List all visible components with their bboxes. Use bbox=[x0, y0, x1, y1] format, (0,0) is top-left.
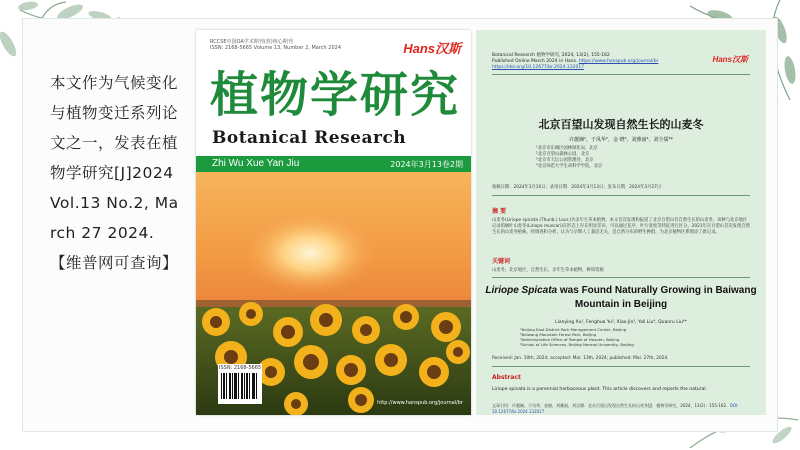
affiliation: ²北京百望山森林公园，北京 bbox=[536, 152, 590, 157]
citation-text: 文章引用：许靓娴，于凤华，金晓，刘雅丽，刘全儒．北京百望山发现自然生长的山麦冬[J]．植物学研究，2024，13(2)：155-162． bbox=[492, 403, 730, 408]
cover-pinyin: Zhi Wu Xue Yan Jiu bbox=[212, 158, 300, 169]
abstract-en: Liriope spicata is a perennial herbaceous plant. This article discovers and reports the natural bbox=[492, 387, 706, 392]
cover-issn-line: ISSN: 2168-5665 Volume 13, Number 2, March 2024 bbox=[210, 45, 341, 51]
journal-cover bbox=[196, 30, 471, 415]
title-en-rest: was Found Naturally Growing in Baiwang Mountain in Beijing bbox=[557, 285, 757, 310]
header-rule bbox=[492, 74, 750, 75]
hans-logo: Hans汉斯 bbox=[403, 41, 461, 56]
abstract-heading-en: Abstract bbox=[492, 374, 521, 381]
affiliations-cn bbox=[536, 146, 602, 170]
dates-en: Received: Jan. 10th, 2024; accepted: Mar. 13th, 2024; published: Mar. 27th, 2024 bbox=[492, 356, 668, 361]
affiliation: ⁴北京师范大学生命科学学院，北京 bbox=[536, 164, 603, 169]
affiliations-en bbox=[520, 327, 634, 347]
title-en-species: Liriope Spicata bbox=[485, 285, 558, 296]
section-rule bbox=[492, 195, 750, 196]
affiliation: ³Administrative Office of Temple of Heaven, Beijing bbox=[520, 337, 620, 342]
citation-doi[interactable]: DOI: 10.12677/br.2024.132017 bbox=[492, 403, 739, 414]
authors-cn: 许靓娴¹，于凤华²，金 晓³，刘雅丽⁴，刘全儒⁴* bbox=[568, 137, 674, 143]
cover-title-en: Botanical Research bbox=[212, 128, 407, 148]
keywords-cn: 山麦冬，北京地区，自然生长，多年生草本植物，种质资源 bbox=[492, 268, 604, 273]
journal-citation-line: Botanical Research 植物学研究, 2024, 13(2), 155-162 bbox=[492, 53, 610, 58]
paper-header bbox=[492, 53, 658, 71]
affiliation: ³北京市天坛公园管理处，北京 bbox=[536, 158, 594, 163]
abstract-cn: 山麦冬(Liriope spicata (Thunb.) Lour.)为多年生草本植物。本文首次发现和报道了北京百望山有自然生长的山麦冬，该种与北京地区记录的阔叶山麦冬(Liriope muscari)在形态上存在明显差异，可以通过花序、叶片宽度等特征进行区分。2021年在百望山首次发现自然生长的山麦冬植株，经调查和分析，认为与早期人工栽培无关，是自然分布的野生种群，为北京植物区系增添了新记录。 bbox=[492, 218, 750, 236]
barcode-icon bbox=[221, 373, 259, 401]
cover-core-journal-line: RCCSE中国OA学术期刊(准)核心期刊 bbox=[210, 39, 293, 45]
journal-link[interactable]: https://www.hanspub.org/journal/br bbox=[578, 59, 659, 64]
online-line: Published Online March 2024 in Hans. bbox=[492, 59, 578, 64]
paper-first-page bbox=[476, 30, 766, 415]
cover-url: http://www.hanspub.org/journal/br bbox=[377, 400, 463, 406]
doi-link[interactable]: https://doi.org/10.12677/br.2024.132017 bbox=[492, 65, 585, 70]
cover-title-cn: 植物学研究 bbox=[210, 67, 461, 123]
paper-title-en bbox=[476, 284, 766, 312]
authors-en: Lianying Xu¹, Fenghua Yu², Xiao Jin³, Yali Liu⁴, Quanru Liu⁴* bbox=[555, 320, 687, 325]
citation bbox=[492, 403, 750, 414]
barcode bbox=[218, 364, 262, 404]
affiliation: ¹Beijing East District Park Management Center, Beijing bbox=[520, 327, 627, 332]
section-rule bbox=[492, 277, 750, 278]
affiliation: ²Baiwang Mountain Forest Park, Beijing bbox=[520, 332, 597, 337]
affiliation: ⁴School of Life Sciences, Beijing Normal University, Beijing bbox=[520, 342, 634, 347]
intro-text: 本文作为气候变化与植物变迁系列论文之一，发表在植物学研究[J]2024 Vol.13 No.2, March 27 2024.【维普网可查询】 bbox=[50, 74, 179, 272]
dates-cn: 收稿日期：2024年1月10日；录用日期：2024年3月13日；发布日期：2024年3月27日 bbox=[492, 185, 662, 190]
abstract-heading-cn: 摘 要 bbox=[492, 208, 507, 215]
cover-issue: 2024年3月13卷2期 bbox=[390, 160, 463, 169]
paper-hans-logo: Hans汉斯 bbox=[712, 55, 748, 64]
affiliation: ¹北京市东城区园林绿化局，北京 bbox=[536, 146, 598, 151]
cover-green-bar bbox=[196, 156, 471, 172]
barcode-label: ISSN: 2168-5665 bbox=[219, 365, 262, 371]
section-rule bbox=[492, 366, 750, 367]
keywords-heading: 关键词 bbox=[492, 258, 511, 265]
paper-title-cn: 北京百望山发现自然生长的山麦冬 bbox=[538, 118, 704, 131]
